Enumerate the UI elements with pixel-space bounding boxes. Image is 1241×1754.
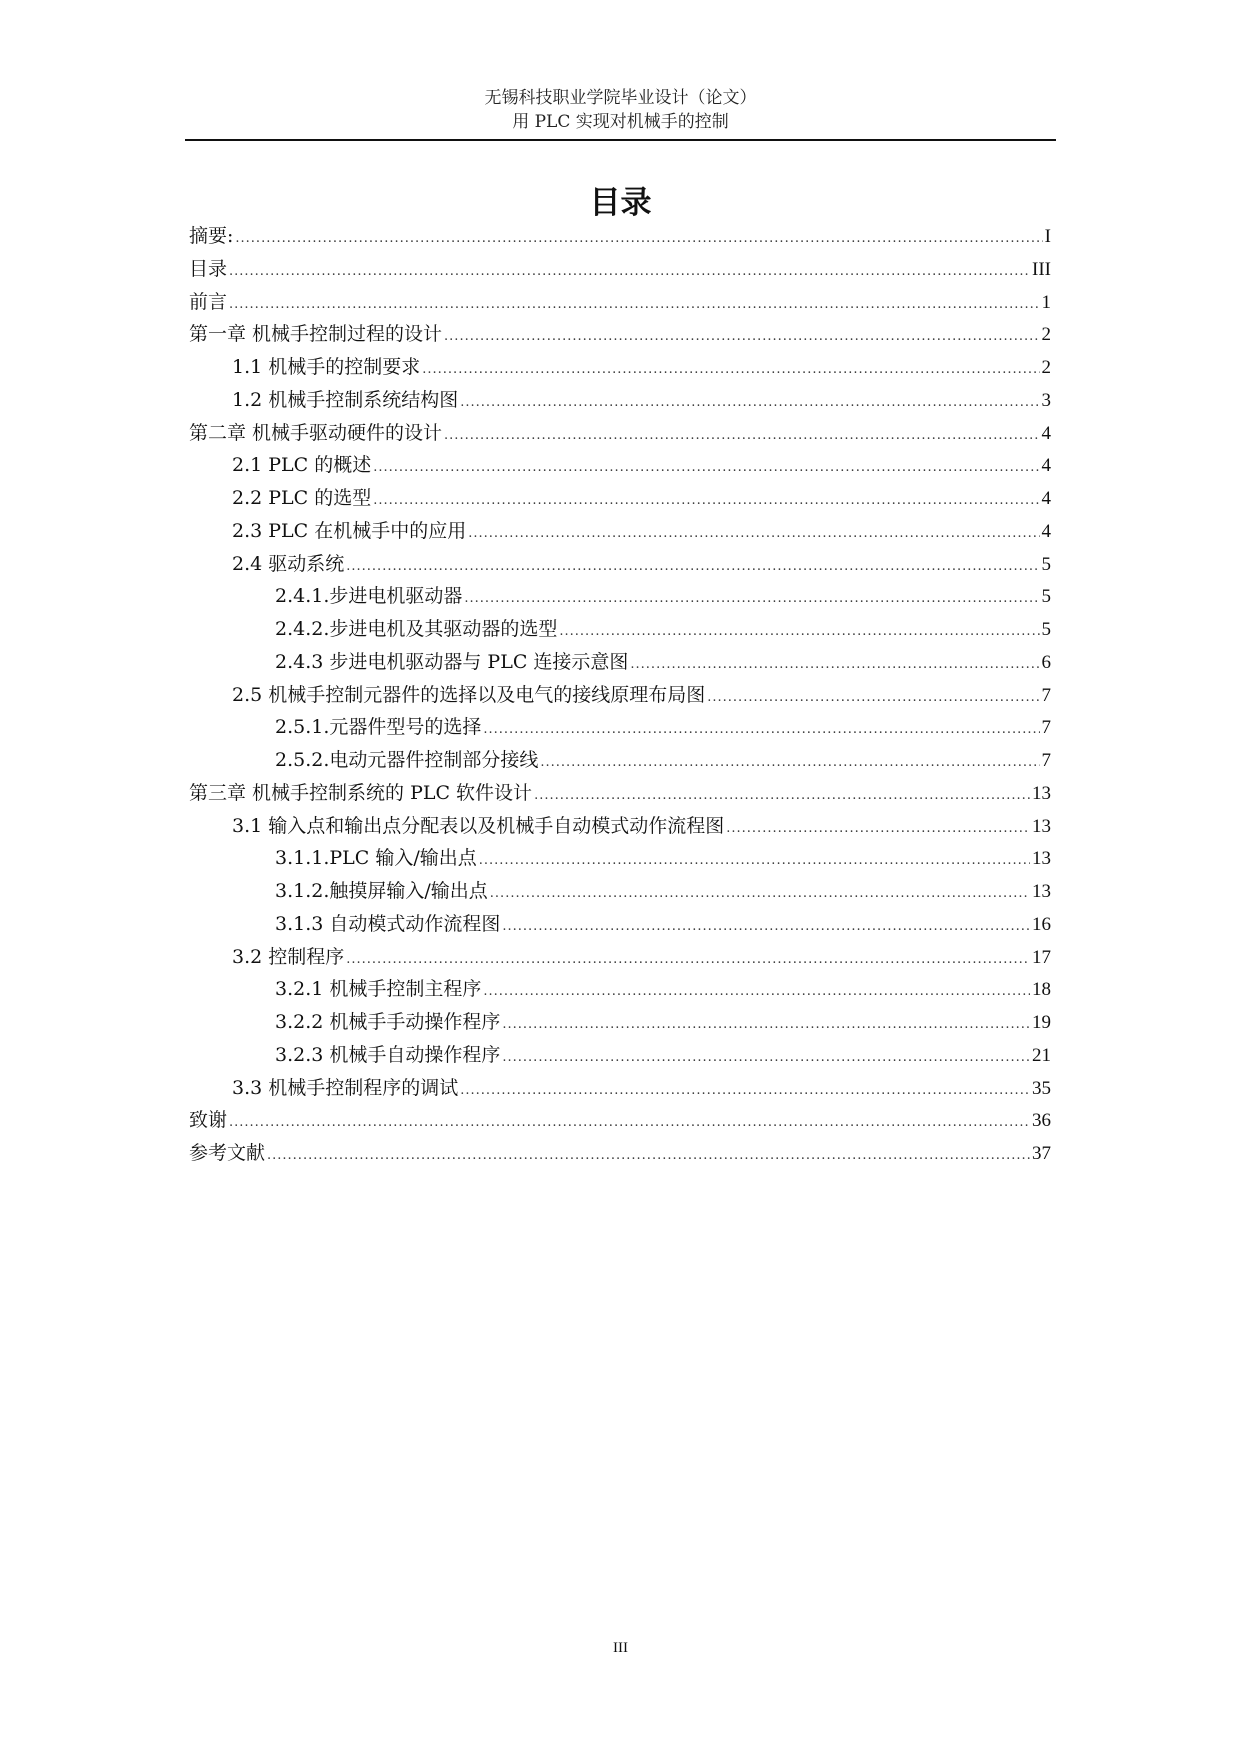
toc-entry-page: 13 [1032, 782, 1051, 804]
toc-entry[interactable] [189, 744, 1051, 777]
toc-entry[interactable] [189, 515, 1051, 548]
toc-entry[interactable] [189, 220, 1051, 253]
toc-dot-leader [229, 289, 1039, 322]
toc-dot-leader [540, 747, 1039, 780]
toc-dot-leader [460, 1075, 1030, 1108]
toc-dot-leader [483, 976, 1030, 1009]
toc-entry-label: 1.2 机械手控制系统结构图 [232, 388, 459, 411]
toc-entry-label: 3.2.1 机械手控制主程序 [275, 978, 482, 1001]
toc-entry-label: 2.1 PLC 的概述 [232, 454, 372, 477]
toc-dot-leader [479, 845, 1030, 878]
toc-entry[interactable] [189, 482, 1051, 515]
toc-entry[interactable] [189, 318, 1051, 351]
toc-entry-page: 4 [1041, 455, 1051, 477]
toc-dot-leader [468, 518, 1039, 551]
toc-dot-leader [444, 321, 1039, 354]
toc-entry[interactable] [189, 253, 1051, 286]
toc-entry-page: 13 [1032, 848, 1051, 870]
toc-dot-leader [229, 1107, 1030, 1140]
toc-entry-page: 4 [1041, 520, 1051, 542]
toc-entry-page: 7 [1041, 684, 1051, 706]
toc-entry-page: 37 [1032, 1143, 1051, 1164]
toc-entry-label: 目录 [189, 257, 228, 280]
toc-entry-label: 3.1.3 自动模式动作流程图 [275, 912, 501, 935]
toc-entry[interactable] [189, 875, 1051, 908]
toc-entry-label: 3.3 机械手控制程序的调试 [232, 1076, 459, 1099]
toc-entry-page: 17 [1032, 946, 1051, 968]
table-of-contents [189, 220, 1051, 1170]
toc-entry-label: 2.2 PLC 的选型 [232, 487, 372, 509]
toc-entry-page: 4 [1041, 488, 1051, 509]
header-thesis-title: 用 PLC 实现对机械手的控制 [512, 112, 729, 132]
toc-dot-leader [502, 1042, 1030, 1075]
toc-dot-leader [559, 616, 1039, 649]
toc-entry[interactable] [189, 1006, 1051, 1039]
toc-entry-page: 35 [1032, 1077, 1051, 1099]
toc-dot-leader [346, 551, 1039, 584]
toc-entry-page: 5 [1041, 586, 1051, 608]
toc-entry-page: 5 [1041, 553, 1051, 575]
toc-dot-leader [373, 452, 1039, 485]
header-school-line: 无锡科技职业学院毕业设计（论文） [484, 88, 757, 108]
toc-entry-label: 参考文献 [189, 1142, 266, 1164]
toc-entry-label: 2.4.1.步进电机驱动器 [275, 585, 463, 608]
toc-entry-page: 13 [1032, 815, 1051, 837]
toc-entry[interactable] [189, 842, 1051, 875]
toc-entry-label: 2.4.3 步进电机驱动器与 PLC 连接示意图 [275, 650, 629, 673]
toc-entry[interactable] [189, 777, 1051, 810]
toc-entry-label: 2.5.1.元器件型号的选择 [275, 716, 482, 739]
toc-entry[interactable] [189, 1039, 1051, 1072]
toc-entry-label: 2.3 PLC 在机械手中的应用 [232, 519, 467, 542]
toc-entry[interactable] [189, 449, 1051, 482]
toc-dot-leader [464, 583, 1039, 616]
toc-entry-label: 3.1.2.触摸屏输入/输出点 [275, 880, 488, 902]
toc-entry[interactable] [189, 286, 1051, 319]
toc-entry[interactable] [189, 941, 1051, 974]
toc-entry-page: 36 [1032, 1110, 1051, 1132]
toc-dot-leader [534, 780, 1030, 813]
toc-entry-page: 18 [1032, 979, 1051, 1001]
toc-dot-leader [422, 354, 1039, 387]
toc-entry-label: 3.1 输入点和输出点分配表以及机械手自动模式动作流程图 [232, 814, 725, 837]
toc-entry-page: 3 [1041, 389, 1051, 411]
toc-dot-leader [502, 1009, 1030, 1042]
toc-entry[interactable] [189, 810, 1051, 843]
toc-entry-page: I [1044, 226, 1051, 247]
toc-entry-label: 2.4.2.步进电机及其驱动器的选型 [275, 618, 558, 640]
footer-page-number: III [613, 1640, 628, 1656]
toc-entry-page: 19 [1032, 1012, 1051, 1033]
toc-dot-leader [707, 682, 1039, 715]
toc-entry-page: 7 [1041, 717, 1051, 739]
toc-entry[interactable] [189, 384, 1051, 417]
toc-entry-label: 2.4 驱动系统 [232, 552, 345, 575]
header-divider [185, 139, 1056, 141]
toc-entry[interactable] [189, 908, 1051, 941]
toc-entry[interactable] [189, 351, 1051, 384]
toc-entry-label: 第三章 机械手控制系统的 PLC 软件设计 [189, 781, 533, 804]
toc-entry-label: 1.1 机械手的控制要求 [232, 356, 421, 378]
toc-entry[interactable] [189, 679, 1051, 712]
toc-dot-leader [229, 256, 1030, 289]
toc-entry-page: 6 [1041, 651, 1051, 673]
toc-entry-label: 致谢 [189, 1109, 228, 1132]
toc-entry-label: 前言 [189, 290, 228, 313]
toc-dot-leader [235, 223, 1042, 256]
toc-entry[interactable] [189, 1072, 1051, 1105]
toc-entry-label: 3.1.1.PLC 输入/输出点 [275, 847, 477, 870]
toc-entry-label: 3.2.2 机械手手动操作程序 [275, 1011, 501, 1033]
toc-entry-label: 摘要: [189, 225, 234, 247]
toc-entry-label: 第二章 机械手驱动硬件的设计 [189, 421, 443, 444]
toc-entry[interactable] [189, 646, 1051, 679]
toc-entry-page: 2 [1041, 357, 1051, 378]
running-header [185, 86, 1056, 134]
page-title: 目录 [589, 184, 652, 221]
toc-dot-leader [726, 813, 1030, 846]
toc-entry-page: 21 [1032, 1044, 1051, 1066]
toc-dot-leader [267, 1140, 1030, 1173]
toc-dot-leader [490, 878, 1030, 911]
toc-entry-page: 13 [1032, 881, 1051, 902]
toc-entry-label: 2.5 机械手控制元器件的选择以及电气的接线原理布局图 [232, 683, 706, 706]
toc-entry[interactable] [189, 973, 1051, 1006]
toc-entry-page: 7 [1041, 750, 1051, 771]
toc-entry-page: 4 [1041, 422, 1051, 444]
toc-dot-leader [444, 420, 1039, 453]
toc-entry[interactable] [189, 711, 1051, 744]
toc-dot-leader [373, 485, 1039, 518]
toc-dot-leader [630, 649, 1039, 682]
toc-entry[interactable] [189, 548, 1051, 581]
toc-entry[interactable] [189, 1137, 1051, 1170]
toc-entry-label: 第一章 机械手控制过程的设计 [189, 323, 443, 346]
toc-entry[interactable] [189, 1104, 1051, 1137]
toc-entry-label: 2.5.2.电动元器件控制部分接线 [275, 749, 539, 771]
toc-dot-leader [346, 944, 1030, 977]
toc-entry-page: 16 [1032, 913, 1051, 935]
toc-entry-page: 1 [1041, 291, 1051, 313]
toc-dot-leader [460, 387, 1039, 420]
toc-entry[interactable] [189, 417, 1051, 450]
toc-dot-leader [502, 911, 1030, 944]
toc-entry[interactable] [189, 613, 1051, 646]
toc-entry-page: 5 [1041, 619, 1051, 640]
toc-entry-page: III [1032, 258, 1051, 280]
toc-entry-label: 3.2 控制程序 [232, 945, 345, 968]
toc-entry-label: 3.2.3 机械手自动操作程序 [275, 1043, 501, 1066]
toc-entry[interactable] [189, 580, 1051, 613]
toc-dot-leader [483, 714, 1039, 747]
toc-entry-page: 2 [1041, 324, 1051, 346]
